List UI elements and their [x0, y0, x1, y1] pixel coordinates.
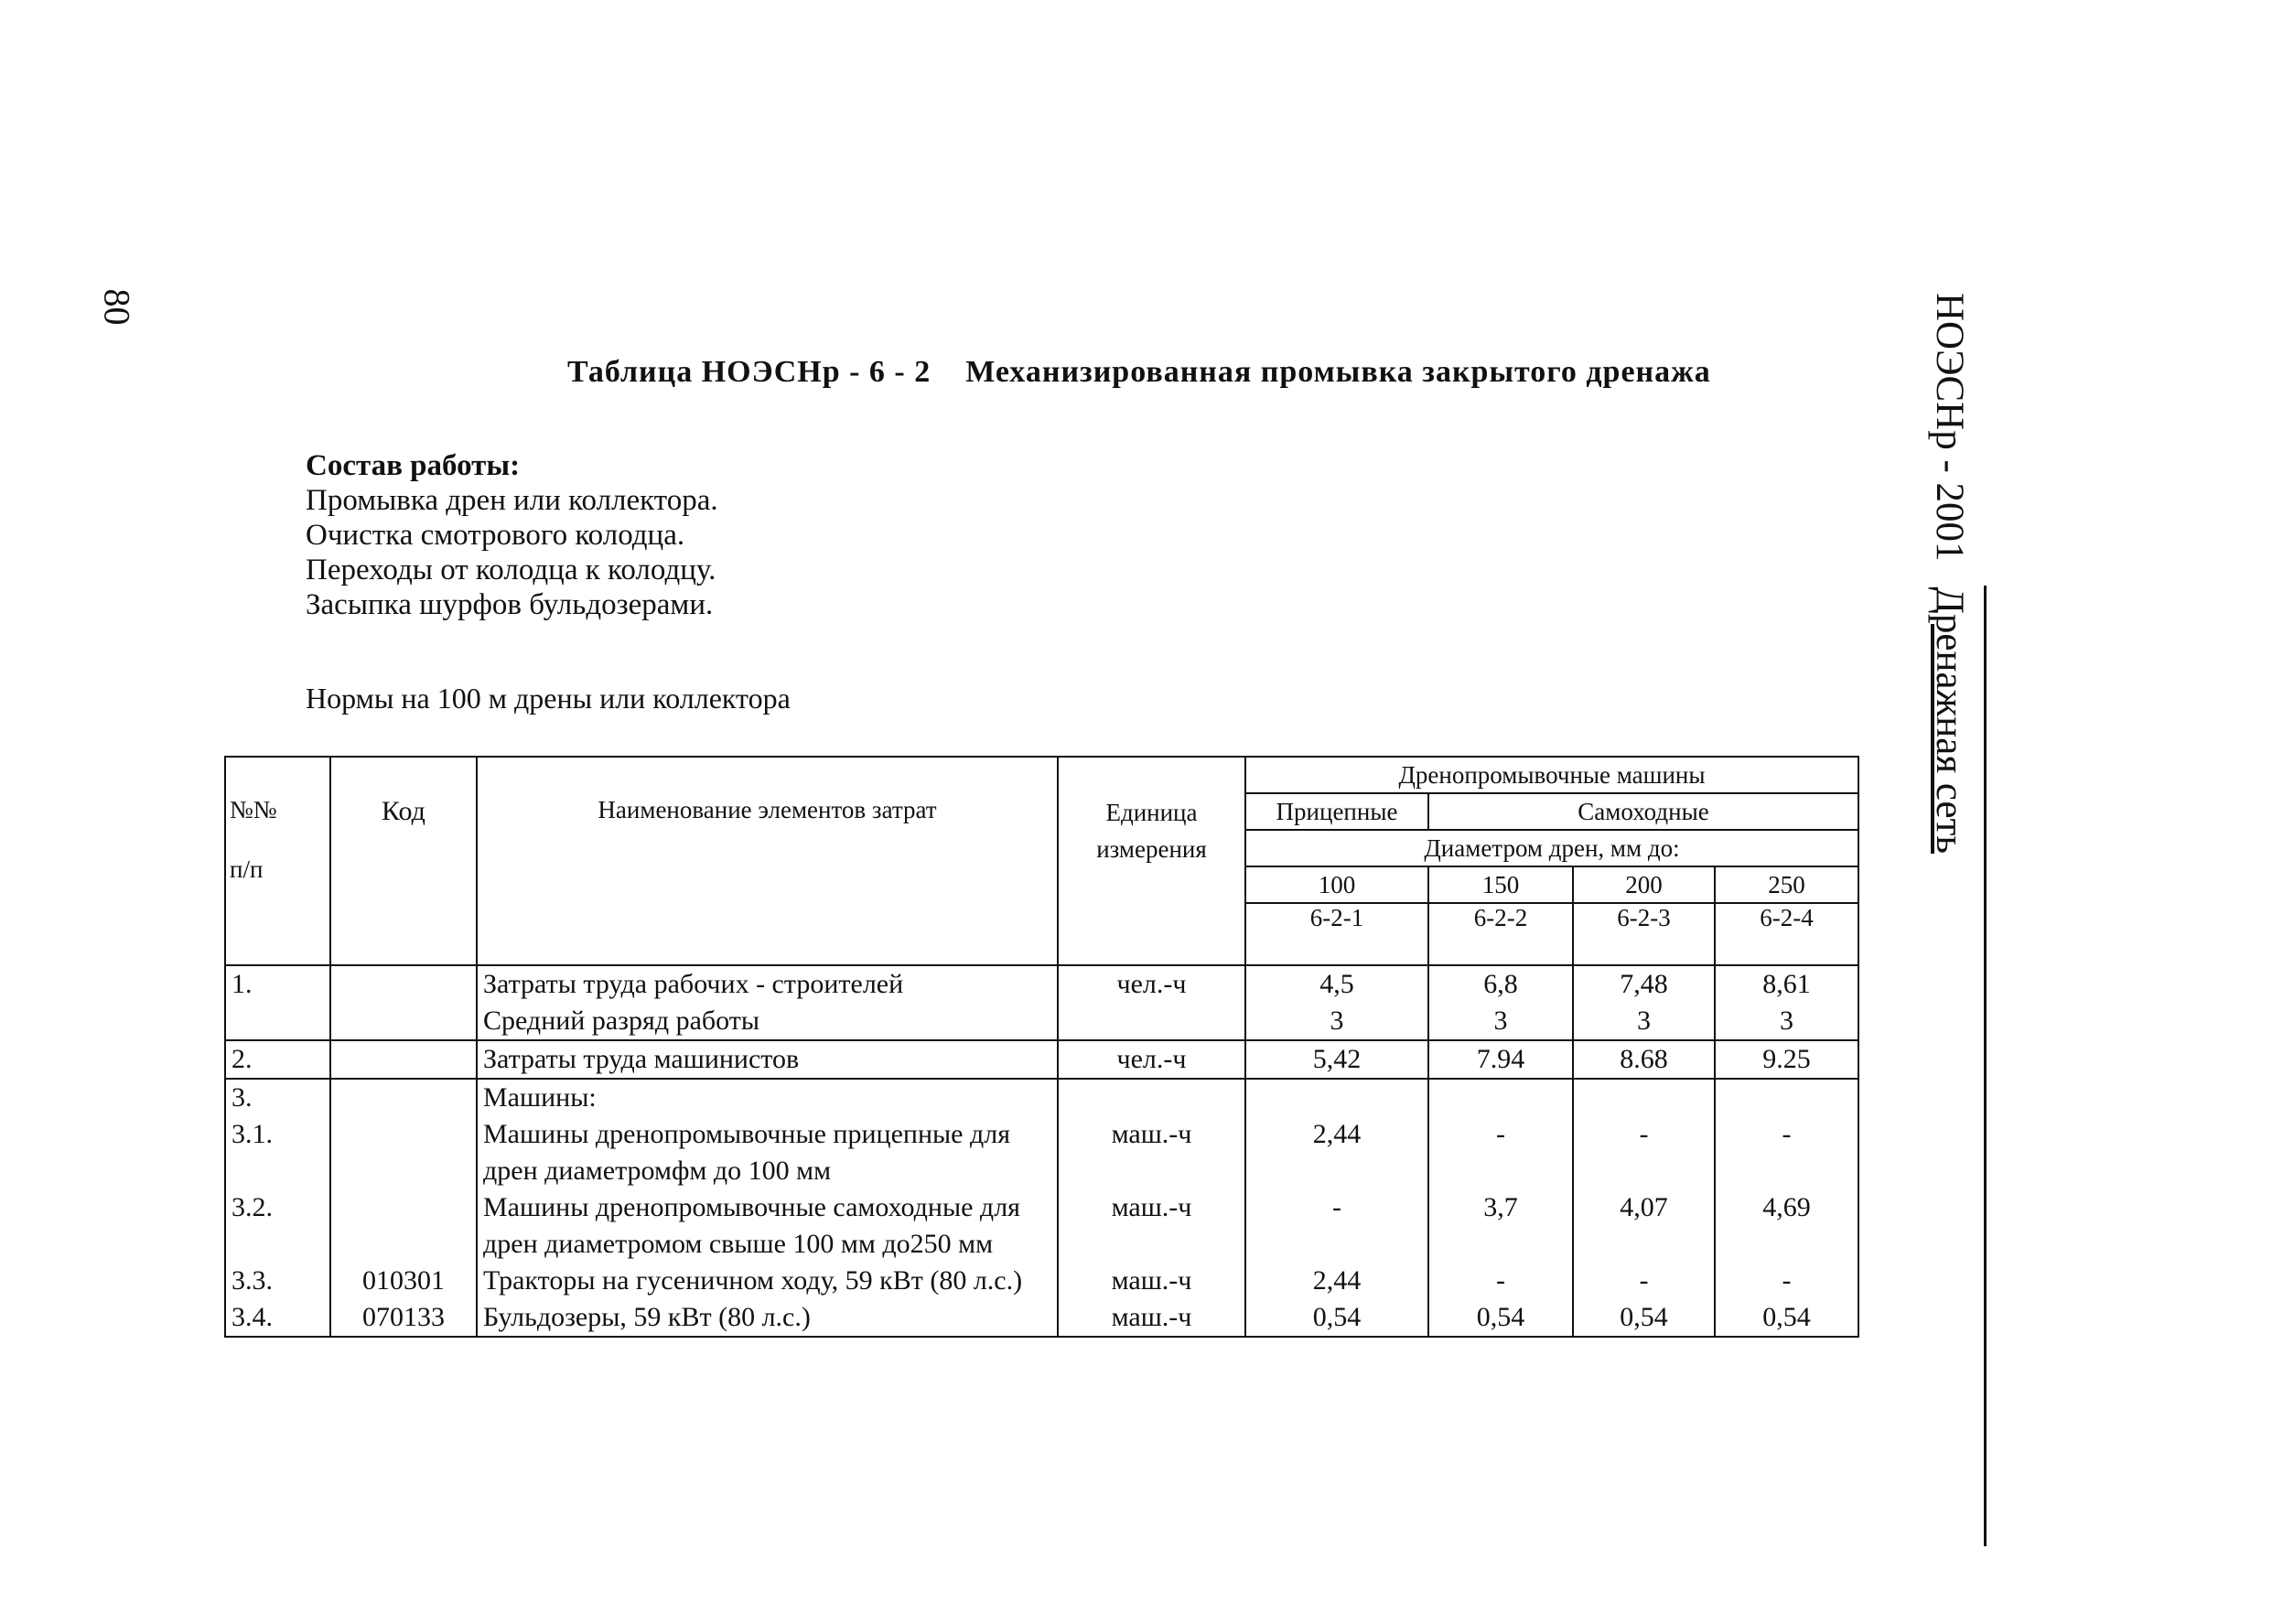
- row-num: 1.: [225, 965, 330, 1040]
- header-code: Код: [330, 757, 477, 965]
- row-name: Бульдозеры, 59 кВт (80 л.с.): [477, 1299, 1058, 1337]
- work-item: Засыпка шурфов бульдозерами.: [306, 588, 714, 621]
- row-value: 0,54: [1715, 1299, 1858, 1337]
- row-value: -: [1715, 1263, 1858, 1299]
- row-value: [1573, 1079, 1715, 1116]
- row-value: 4,69: [1715, 1189, 1858, 1263]
- table-row: [225, 1079, 1858, 1116]
- row-value: -: [1715, 1116, 1858, 1189]
- norms-table: [224, 756, 1859, 1338]
- row-code: [330, 1116, 477, 1189]
- header-num-sub: п/п: [230, 855, 264, 883]
- work-item: Промывка дрен или коллектора.: [306, 484, 718, 517]
- work-item: Переходы от колодца к колодцу.: [306, 554, 716, 586]
- row-unit: чел.-ч: [1058, 1040, 1245, 1079]
- row-unit: маш.-ч: [1058, 1299, 1245, 1337]
- row-code: [330, 1189, 477, 1263]
- table-row: [225, 1299, 1858, 1337]
- table-header: [225, 757, 1858, 965]
- table-row: [225, 1040, 1858, 1079]
- side-header-code: НОЭСНр - 2001: [1928, 293, 1971, 562]
- row-unit: [1058, 1079, 1245, 1116]
- row-value: 7.94: [1428, 1040, 1573, 1079]
- side-header-section: Дренажная сеть: [1928, 586, 1971, 854]
- table-title-name: Механизированная промывка закрытого дренажа: [965, 355, 1711, 389]
- row-value: -: [1428, 1116, 1573, 1189]
- row-code: 070133: [330, 1299, 477, 1337]
- row-value: 9.25: [1715, 1040, 1858, 1079]
- header-num: №№: [230, 796, 277, 823]
- row-value: 0,54: [1573, 1299, 1715, 1337]
- header-col-code: 6-2-1: [1245, 903, 1428, 965]
- table-row: [225, 965, 1858, 1040]
- work-composition: [306, 448, 718, 622]
- row-code: [330, 1079, 477, 1116]
- page-number: 80: [96, 288, 138, 326]
- header-trailed: Прицепные: [1245, 793, 1428, 830]
- row-value: 4,5 3: [1245, 965, 1428, 1040]
- header-diam: 250: [1715, 866, 1858, 903]
- header-diameter: Диаметром дрен, мм до:: [1245, 830, 1858, 866]
- row-num: 3.3.: [225, 1263, 330, 1299]
- table-body: [225, 965, 1858, 1337]
- row-value: -: [1428, 1263, 1573, 1299]
- row-value: 8.68: [1573, 1040, 1715, 1079]
- work-heading: Состав работы:: [306, 449, 521, 482]
- row-code: [330, 1040, 477, 1079]
- row-value: -: [1573, 1116, 1715, 1189]
- row-value: 3,7: [1428, 1189, 1573, 1263]
- side-rule: [1984, 586, 1987, 1546]
- header-diam: 200: [1573, 866, 1715, 903]
- row-value: 8,61 3: [1715, 965, 1858, 1040]
- header-col-code: 6-2-4: [1715, 903, 1858, 965]
- side-header: [1917, 293, 1972, 1528]
- table-row: [225, 1116, 1858, 1189]
- row-name: Машины дренопромывочные самоходные для дрен диаметромом свыше 100 мм до250 мм: [477, 1189, 1058, 1263]
- row-value: 0,54: [1428, 1299, 1573, 1337]
- row-name: Тракторы на гусеничном ходу, 59 кВт (80 л.с.): [477, 1263, 1058, 1299]
- row-value: -: [1245, 1189, 1428, 1263]
- row-value: 0,54: [1245, 1299, 1428, 1337]
- row-value: 2,44: [1245, 1116, 1428, 1189]
- row-unit: маш.-ч: [1058, 1189, 1245, 1263]
- header-diam: 100: [1245, 866, 1428, 903]
- row-unit: маш.-ч: [1058, 1263, 1245, 1299]
- row-num: 3.1.: [225, 1116, 330, 1189]
- header-machines: Дренопромывочные машины: [1245, 757, 1858, 793]
- table-row: [225, 1189, 1858, 1263]
- header-unit: Единица измерения: [1058, 757, 1245, 965]
- row-value: 6,8 3: [1428, 965, 1573, 1040]
- header-self: Самоходные: [1428, 793, 1858, 830]
- row-name: Машины дренопромывочные прицепные для дрен диаметромфм до 100 мм: [477, 1116, 1058, 1189]
- table-title: [567, 355, 1711, 390]
- header-col-code: 6-2-2: [1428, 903, 1573, 965]
- row-value: 5,42: [1245, 1040, 1428, 1079]
- header-num-cell: [225, 757, 330, 965]
- row-value: 7,48 3: [1573, 965, 1715, 1040]
- table-title-number: Таблица НОЭСНр - 6 - 2: [567, 355, 932, 389]
- header-col-code: 6-2-3: [1573, 903, 1715, 965]
- row-name: Затраты труда рабочих - строителей Средний разряд работы: [477, 965, 1058, 1040]
- table-row: [225, 1263, 1858, 1299]
- row-unit: маш.-ч: [1058, 1116, 1245, 1189]
- row-num: 3.4.: [225, 1299, 330, 1337]
- row-code: 010301: [330, 1263, 477, 1299]
- row-name: Затраты труда машинистов: [477, 1040, 1058, 1079]
- row-num: 3.: [225, 1079, 330, 1116]
- header-name: Наименование элементов затрат: [477, 757, 1058, 965]
- row-value: 4,07: [1573, 1189, 1715, 1263]
- norms-note: Нормы на 100 м дрены или коллектора: [306, 682, 791, 715]
- work-item: Очистка смотрового колодца.: [306, 519, 685, 552]
- row-value: [1245, 1079, 1428, 1116]
- row-value: [1428, 1079, 1573, 1116]
- row-code: [330, 965, 477, 1040]
- row-value: [1715, 1079, 1858, 1116]
- row-unit: чел.-ч: [1058, 965, 1245, 1040]
- header-diam: 150: [1428, 866, 1573, 903]
- row-name: Машины:: [477, 1079, 1058, 1116]
- row-value: 2,44: [1245, 1263, 1428, 1299]
- row-value: -: [1573, 1263, 1715, 1299]
- row-num: 3.2.: [225, 1189, 330, 1263]
- row-num: 2.: [225, 1040, 330, 1079]
